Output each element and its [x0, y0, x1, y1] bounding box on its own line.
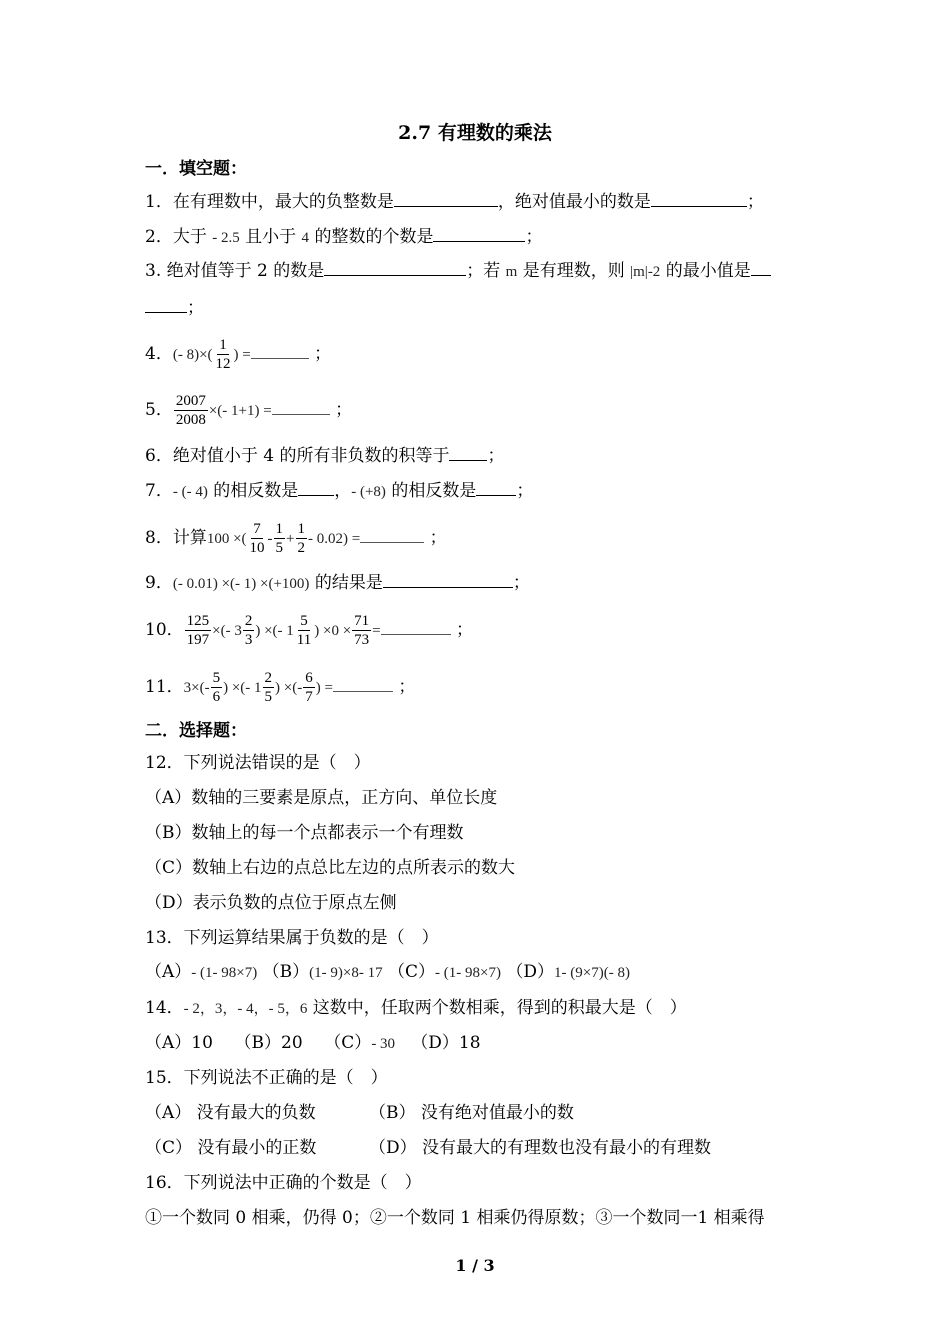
- question-6: 6．绝对值小于 4 的所有非负数的积等于 ；: [145, 446, 505, 466]
- question-11: 11．3×(- $\frac{5}{6}$ ) ×(- 1 $\frac{2}{5}$ ) ×(- $\frac{6}{7}$ ) = ；: [145, 670, 416, 705]
- answer-blank: [394, 190, 498, 207]
- question-3: 3. 绝对值等于 2 的数是 ；若 m 是有理数，则 |m|-2 的最小值是: [145, 259, 771, 283]
- q16-statements: ①一个数同 0 相乘，仍得 0；②一个数同 1 相乘仍得原数；③一个数同一1 相乘得: [145, 1208, 765, 1228]
- q12-option-b: （B）数轴上的每一个点都表示一个有理数: [145, 823, 464, 843]
- answer-blank: [251, 344, 309, 359]
- question-9: 9．(- 0.01) ×(- 1) ×(+100) 的结果是 ；: [145, 573, 530, 593]
- answer-blank: [324, 259, 466, 276]
- fraction: $\frac{1}{12}$: [215, 337, 231, 372]
- answer-blank: [360, 528, 424, 543]
- question-7: 7．- (- 4) 的相反数是 ，- (+8) 的相反数是 ；: [145, 481, 534, 501]
- question-13: 13．下列运算结果属于负数的是（ ）: [145, 928, 439, 948]
- fraction: $\frac{5}{6}$: [212, 670, 221, 705]
- q13-options: （A）- (1- 98×7) （B）(1- 9)×8- 17 （C）- (1- 98×7) （D）1- (9×7)(- 8): [145, 962, 630, 982]
- answer-blank: [333, 677, 393, 692]
- q15-options-ab: （A） 没有最大的负数 （B） 没有绝对值最小的数: [145, 1103, 574, 1123]
- question-10: 10． $\frac{125}{197}$ ×(- 3 $\frac{2}{3}$ ) ×(- 1 $\frac{5}{11}$ ) ×0 × $\frac{71}{73}$ = ；: [145, 613, 474, 648]
- question-15: 15．下列说法不正确的是（ ）: [145, 1068, 388, 1088]
- fraction: $\frac{1}{5}$: [275, 521, 284, 556]
- question-3-continued: ；: [145, 296, 204, 319]
- fraction: $\frac{2}{5}$: [264, 670, 273, 705]
- fraction: $\frac{7}{10}$: [249, 521, 265, 556]
- question-1: 1．在有理数中，最大的负整数是 ，绝对值最小的数是 ；: [145, 192, 764, 212]
- question-14: 14．- 2，3，- 4，- 5，6 这数中，任取两个数相乘，得到的积最大是（ ）: [145, 998, 687, 1018]
- fraction: $\frac{1}{2}$: [297, 521, 306, 556]
- question-2: 2．大于 - 2.5 且小于 4 的整数的个数是 ；: [145, 227, 543, 247]
- answer-blank: [751, 259, 771, 276]
- q12-option-a: （A）数轴的三要素是原点，正方向、单位长度: [145, 788, 498, 808]
- fraction: $\frac{2}{3}$: [244, 613, 253, 648]
- fraction: $\frac{71}{73}$: [354, 613, 370, 648]
- q12-option-c: （C）数轴上右边的点总比左边的点所表示的数大: [145, 858, 516, 878]
- answer-blank: [651, 190, 747, 207]
- q12-option-d: （D）表示负数的点位于原点左侧: [145, 893, 397, 913]
- question-5: 5． $\frac{2007}{2008}$ ×(- 1+1) = ；: [145, 393, 353, 428]
- answer-blank: [298, 479, 334, 496]
- fraction: $\frac{2007}{2008}$: [175, 393, 206, 428]
- question-4: 4．(- 8)×( $\frac{1}{12}$ ) = ；: [145, 337, 332, 372]
- answer-blank: [433, 225, 525, 242]
- answer-blank: [449, 444, 487, 461]
- answer-blank: [145, 296, 187, 313]
- fraction: $\frac{5}{11}$: [296, 613, 312, 648]
- answer-blank: [476, 479, 516, 496]
- section-multiple-choice: 二．选择题：: [145, 721, 247, 741]
- section-fill-blank: 一．填空题：: [145, 159, 247, 179]
- fraction: $\frac{125}{197}$: [186, 613, 210, 648]
- q15-options-cd: （C） 没有最小的正数 （D） 没有最大的有理数也没有最小的有理数: [145, 1138, 712, 1158]
- fraction: $\frac{6}{7}$: [305, 670, 313, 705]
- question-8: 8．计算100 ×( $\frac{7}{10}$ - $\frac{1}{5}$ + $\frac{1}{2}$ - 0.02) = ；: [145, 521, 447, 556]
- page-number: 1 / 3: [455, 1256, 495, 1275]
- q14-options: （A）10 （B）20 （C）- 30 （D）18: [145, 1033, 481, 1053]
- answer-blank: [272, 400, 330, 415]
- question-12: 12．下列说法错误的是（ ）: [145, 753, 371, 773]
- question-16: 16．下列说法中正确的个数是（ ）: [145, 1173, 422, 1193]
- answer-blank: [381, 620, 451, 635]
- answer-blank: [383, 571, 513, 588]
- page-title: 2.7 有理数的乘法: [398, 122, 552, 144]
